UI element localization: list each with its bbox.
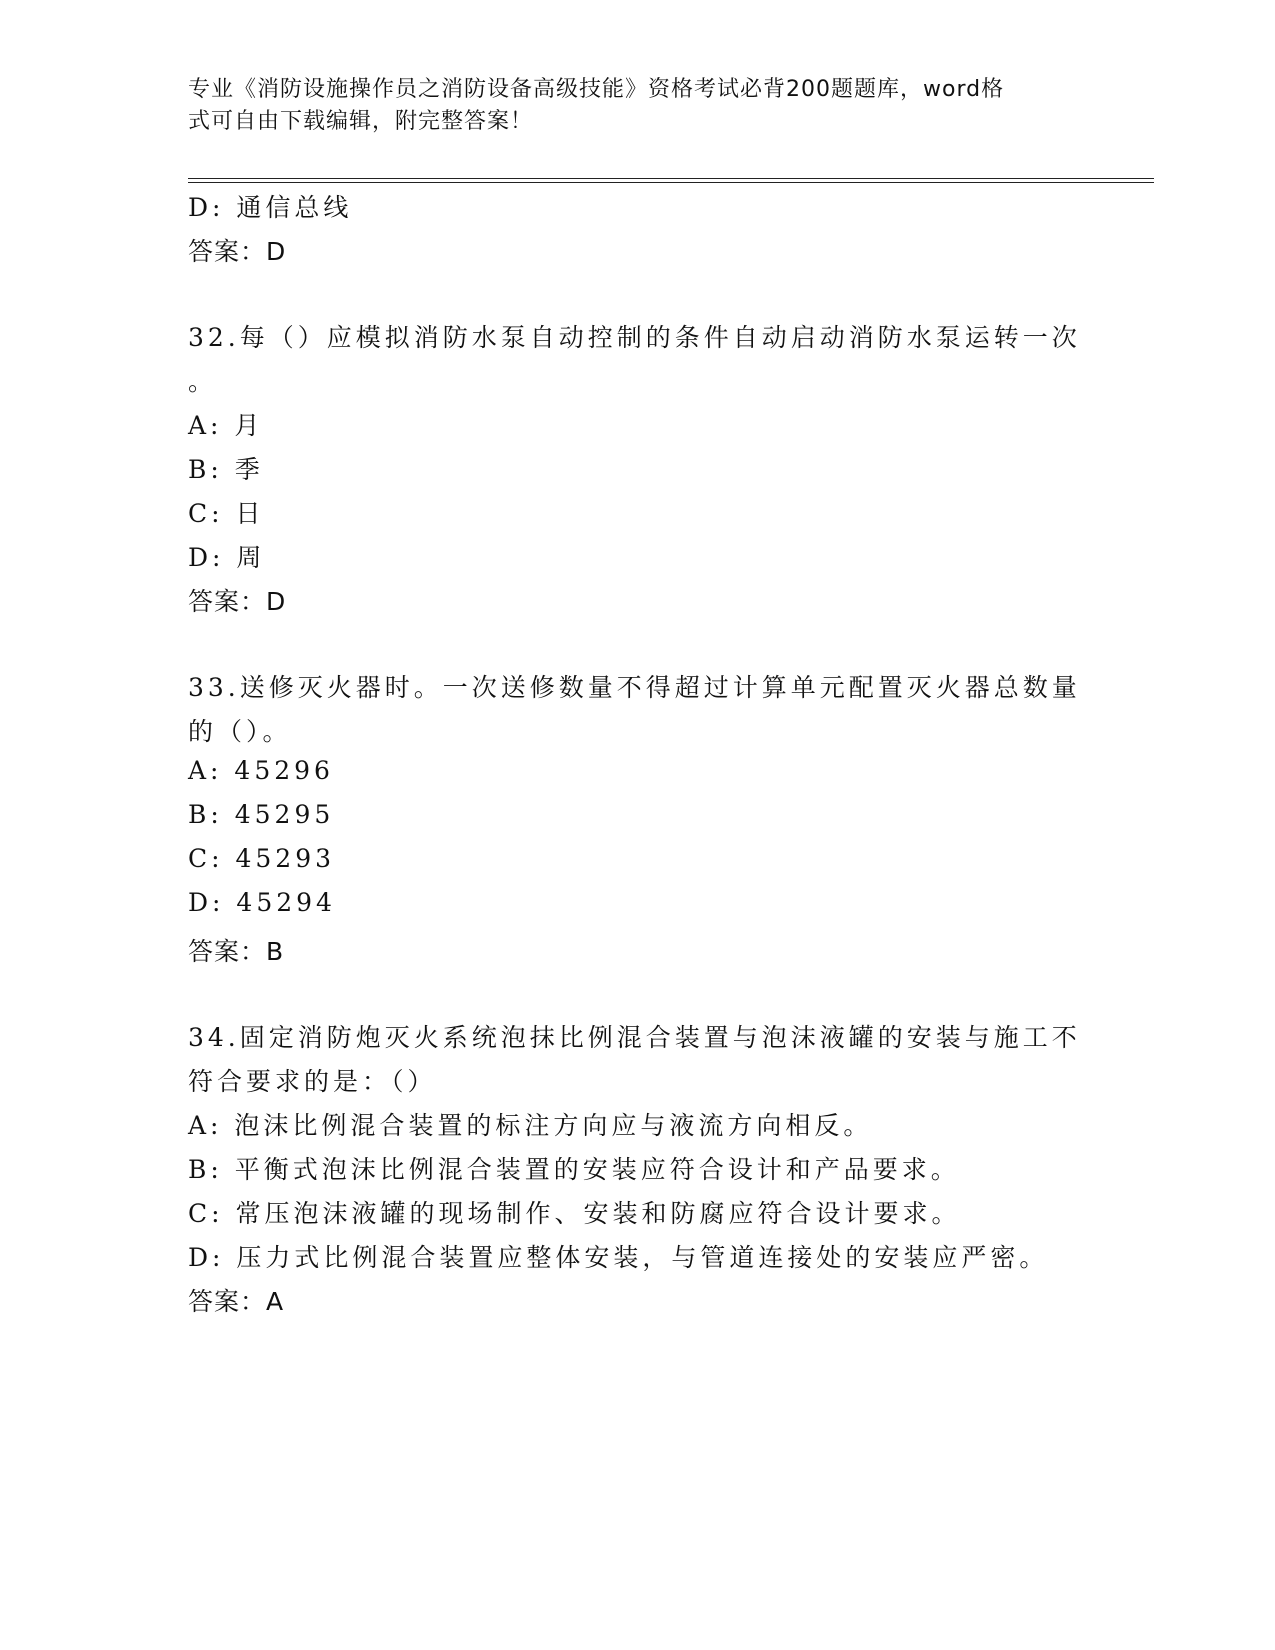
q33-answer: 答案：B (188, 937, 285, 966)
header-divider-top (188, 178, 1154, 179)
q32-option-d: D: 周 (188, 543, 266, 572)
q34-option-c: C: 常压泡沫液罐的现场制作、安装和防腐应符合设计要求。 (188, 1199, 961, 1228)
q32-stem-line-1: 32.每（）应模拟消防水泵自动控制的条件自动启动消防水泵运转一次 (188, 323, 1081, 352)
q34-stem-line-2: 符合要求的是：（） (188, 1067, 437, 1096)
q32-option-a: A: 月 (188, 411, 264, 440)
q33-option-a: A: 45296 (188, 756, 334, 785)
q34-answer: 答案：A (188, 1287, 285, 1316)
q33-option-d: D: 45294 (188, 888, 336, 917)
header-line-1: 专业《消防设施操作员之消防设备高级技能》资格考试必背200题题库，word格 (188, 77, 1005, 102)
prev-option-d: D: 通信总线 (188, 193, 353, 222)
q34-option-b: B: 平衡式泡沫比例混合装置的安装应符合设计和产品要求。 (188, 1155, 960, 1184)
header-divider-bottom (188, 182, 1154, 183)
prev-answer: 答案：D (188, 237, 287, 266)
q32-option-c: C: 日 (188, 499, 265, 528)
document-header (188, 74, 1068, 138)
q34-stem-line-1: 34.固定消防炮灭火系统泡抹比例混合装置与泡沫液罐的安装与施工不 (188, 1023, 1081, 1052)
q33-stem-line-1: 33.送修灭火器时。一次送修数量不得超过计算单元配置灭火器总数量 (188, 673, 1081, 702)
q34-option-d: D: 压力式比例混合装置应整体安装，与管道连接处的安装应严密。 (188, 1243, 1049, 1272)
header-line-2: 式可自由下载编辑，附完整答案！ (188, 109, 534, 134)
q32-option-b: B: 季 (188, 455, 264, 484)
q32-stem-line-2: 。 (188, 367, 218, 396)
q33-option-b: B: 45295 (188, 800, 335, 829)
q33-option-c: C: 45293 (188, 844, 336, 873)
q32-answer: 答案：D (188, 587, 287, 616)
q33-stem-line-2: 的（）。 (188, 717, 292, 746)
q34-option-a: A: 泡沫比例混合装置的标注方向应与液流方向相反。 (188, 1111, 873, 1140)
